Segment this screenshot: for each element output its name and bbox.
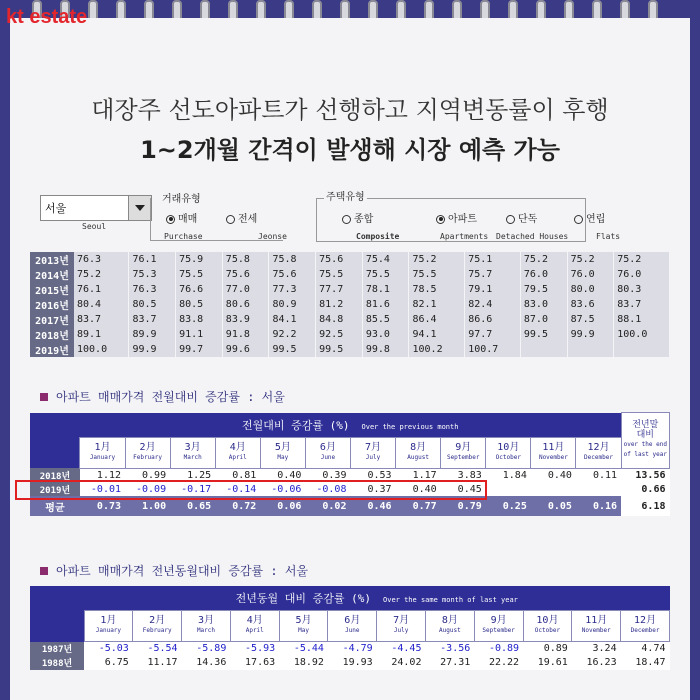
table-cell	[486, 482, 531, 496]
table-cell: 100.0	[74, 342, 129, 357]
month-header	[474, 611, 523, 642]
table-cell: -0.14	[215, 482, 260, 496]
ytd-header-label: 전년말	[632, 420, 659, 431]
table-cell: 18.47	[621, 656, 670, 670]
ytd-header-sublabel: over the end of last year	[623, 441, 667, 459]
bullet-square-icon	[40, 393, 48, 401]
month-label: 10月	[536, 615, 559, 626]
row-year: 2019년	[30, 482, 80, 496]
month-row	[30, 437, 670, 468]
apartments-caption: Apartments	[440, 232, 489, 241]
month-label: 1月	[100, 615, 117, 626]
section1-title: 아파트 매매가격 전월대비 증감률 : 서울	[40, 388, 285, 405]
table-cell: 84.8	[316, 312, 363, 327]
table-cell: 4.74	[621, 642, 670, 656]
table-cell: 85.5	[362, 312, 409, 327]
ytd-header	[621, 413, 669, 469]
table-cell: 1.17	[396, 468, 441, 482]
table-cell: 76.1	[129, 252, 176, 267]
table-cell: -0.09	[125, 482, 170, 496]
table-cell: 83.6	[567, 297, 614, 312]
table-cell: 75.4	[362, 252, 409, 267]
table-cell: 80.9	[269, 297, 316, 312]
table-cell: 3.83	[441, 468, 486, 482]
month-english: April	[228, 453, 247, 461]
jeonse-caption: Jeonse	[258, 232, 287, 241]
table-cell: 75.5	[176, 267, 223, 282]
table-row	[30, 642, 670, 656]
table-row	[30, 312, 670, 327]
price-index-table	[30, 252, 670, 357]
table-cell: 86.6	[465, 312, 521, 327]
month-header	[576, 437, 621, 468]
table-cell: 83.0	[520, 297, 567, 312]
month-english: March	[183, 453, 202, 461]
month-english: January	[95, 627, 122, 634]
table-cell: 78.5	[409, 282, 465, 297]
table-cell: 0.39	[305, 468, 350, 482]
section2-title: 아파트 매매가격 전년동월대비 증감률 : 서울	[40, 562, 308, 579]
month-header	[621, 611, 670, 642]
table-cell: 78.1	[362, 282, 409, 297]
table-cell: 80.0	[567, 282, 614, 297]
table-cell	[567, 342, 614, 357]
table-cell: 79.5	[520, 282, 567, 297]
average-total: 6.18	[621, 496, 669, 516]
month-label: 12月	[587, 441, 610, 453]
month-header	[486, 437, 531, 468]
table-cell: 81.2	[316, 297, 363, 312]
yoy-change-table	[30, 586, 670, 670]
month-label: 4月	[229, 441, 246, 453]
month-label: 12月	[634, 615, 657, 626]
month-label: 10月	[497, 441, 520, 453]
composite-caption: Composite	[356, 232, 400, 241]
month-label: 9月	[455, 441, 472, 453]
table-cell: 75.7	[465, 267, 521, 282]
month-header	[523, 611, 572, 642]
row-year: 1988년	[30, 656, 84, 670]
table-cell: 0.40	[531, 468, 576, 482]
trade-type-label: 거래유형	[162, 194, 201, 205]
row-year: 2018년	[30, 327, 74, 342]
header-label: 전월대비 증감률 (%)	[242, 418, 350, 432]
purchase-caption: Purchase	[164, 232, 203, 241]
table-cell: 75.9	[176, 252, 223, 267]
flats-caption: Flats	[596, 232, 621, 241]
table-cell: 91.1	[176, 327, 223, 342]
table-cell: 97.7	[465, 327, 521, 342]
radio-icon	[574, 215, 583, 224]
table-cell: 99.9	[567, 327, 614, 342]
table-cell: 87.0	[520, 312, 567, 327]
month-english: October	[534, 627, 561, 634]
month-header	[377, 611, 426, 642]
month-english: September	[446, 453, 480, 461]
table-cell: 75.6	[222, 267, 269, 282]
month-header	[260, 437, 305, 468]
table-cell: 76.0	[614, 267, 670, 282]
month-english: June	[345, 627, 360, 634]
table-cell: 80.6	[222, 297, 269, 312]
month-label: 3月	[184, 441, 201, 453]
table-cell: 76.3	[74, 252, 129, 267]
table-cell: 76.3	[129, 282, 176, 297]
table-cell: 75.2	[74, 267, 129, 282]
table-cell: 0.40	[260, 468, 305, 482]
table-header	[80, 413, 621, 438]
radio-flats[interactable]: 연립	[574, 210, 605, 225]
table-cell: 92.2	[269, 327, 316, 342]
table-cell: 19.61	[523, 656, 572, 670]
average-cell: 1.00	[125, 496, 170, 516]
table-cell: 80.3	[614, 282, 670, 297]
table-cell: -0.01	[80, 482, 125, 496]
month-english: June	[320, 453, 336, 461]
header-row	[30, 413, 670, 438]
month-english: August	[407, 453, 429, 461]
table-cell: 14.36	[182, 656, 231, 670]
radio-icon	[342, 215, 351, 224]
month-label: 11月	[585, 615, 608, 626]
month-english: April	[245, 627, 264, 634]
table-cell: 89.9	[129, 327, 176, 342]
radio-icon	[506, 215, 515, 224]
header-sublabel: Over the same month of last year	[383, 596, 518, 604]
radio-jeonse[interactable]: 전세	[226, 210, 257, 225]
table-row	[30, 656, 670, 670]
header-row	[30, 586, 670, 611]
table-cell: 82.4	[465, 297, 521, 312]
month-header	[305, 437, 350, 468]
radio-selected-icon	[166, 215, 175, 224]
table-cell: -4.79	[328, 642, 377, 656]
data-screenshot	[30, 180, 670, 680]
subheadline: 1~2개월 간격이 발생해 시장 예측 가능	[140, 136, 560, 164]
table-cell: -0.06	[260, 482, 305, 496]
region-select[interactable]: 서울	[40, 195, 152, 221]
month-header	[84, 611, 133, 642]
table-cell: 75.1	[465, 252, 521, 267]
table-cell: 93.0	[362, 327, 409, 342]
month-english: February	[133, 453, 163, 461]
table-cell: 76.0	[520, 267, 567, 282]
month-header	[182, 611, 231, 642]
detached-caption: Detached Houses	[496, 232, 569, 241]
month-english: August	[439, 627, 461, 634]
ytd-cell: 13.56	[621, 468, 669, 482]
radio-apartments[interactable]: 아파트	[436, 210, 477, 225]
table-cell: 76.1	[74, 282, 129, 297]
table-cell: 16.23	[572, 656, 621, 670]
table-cell: 11.17	[133, 656, 182, 670]
average-cell: 0.72	[215, 496, 260, 516]
table-cell: 81.6	[362, 297, 409, 312]
month-english: November	[581, 627, 611, 634]
header-label: 전년동월 대비 증감률 (%)	[235, 592, 372, 605]
table-cell: 79.1	[465, 282, 521, 297]
table-cell: 99.7	[176, 342, 223, 357]
chevron-down-icon[interactable]	[128, 196, 151, 220]
month-label: 7月	[365, 441, 382, 453]
table-row	[30, 267, 670, 282]
table-cell: 83.9	[222, 312, 269, 327]
table-cell: 99.5	[316, 342, 363, 357]
average-cell: 0.06	[260, 496, 305, 516]
month-header	[350, 437, 395, 468]
radio-selected-icon	[436, 215, 445, 224]
month-header	[531, 437, 576, 468]
table-cell: 75.6	[316, 252, 363, 267]
month-row	[30, 611, 670, 642]
month-english: May	[298, 627, 309, 634]
row-year: 2017년	[30, 312, 74, 327]
month-english: November	[538, 453, 568, 461]
average-cell: 0.25	[486, 496, 531, 516]
table-cell: -3.56	[425, 642, 474, 656]
table-cell: 17.63	[230, 656, 279, 670]
table-cell	[531, 482, 576, 496]
table-cell: 91.8	[222, 327, 269, 342]
month-english: May	[277, 453, 289, 461]
month-english: October	[495, 453, 521, 461]
table-cell: -0.17	[170, 482, 215, 496]
month-label: 9月	[490, 615, 507, 626]
month-header	[279, 611, 328, 642]
table-cell: 76.6	[176, 282, 223, 297]
month-header	[133, 611, 182, 642]
table-cell: 19.93	[328, 656, 377, 670]
header-corner	[30, 413, 80, 469]
table-row	[30, 282, 670, 297]
average-cell: 0.77	[396, 496, 441, 516]
table-cell: 0.11	[576, 468, 621, 482]
table-cell: 75.2	[520, 252, 567, 267]
month-label: 4月	[246, 615, 263, 626]
month-label: 5月	[274, 441, 291, 453]
month-label: 6月	[344, 615, 361, 626]
row-year: 2019년	[30, 342, 74, 357]
radio-icon	[226, 215, 235, 224]
table-cell: 0.53	[350, 468, 395, 482]
month-header	[425, 611, 474, 642]
table-cell: 83.7	[614, 297, 670, 312]
average-cell: 0.79	[441, 496, 486, 516]
row-year: 2014년	[30, 267, 74, 282]
month-header	[441, 437, 486, 468]
mom-change-table	[30, 412, 670, 516]
month-english: December	[584, 453, 613, 461]
month-label: 6月	[319, 441, 336, 453]
radio-detached[interactable]: 단독	[506, 210, 537, 225]
table-row	[30, 252, 670, 267]
row-year: 1987년	[30, 642, 84, 656]
table-cell: 0.99	[125, 468, 170, 482]
table-cell: -5.03	[84, 642, 133, 656]
month-english: July	[393, 627, 409, 634]
table-cell: 84.1	[269, 312, 316, 327]
table-cell: 99.6	[222, 342, 269, 357]
month-english: January	[89, 453, 116, 461]
table-cell: -5.93	[230, 642, 279, 656]
table-cell: 80.5	[176, 297, 223, 312]
table-cell: 77.3	[269, 282, 316, 297]
table-header	[84, 586, 669, 611]
month-header	[215, 437, 260, 468]
table-cell: 0.45	[441, 482, 486, 496]
average-cell: 0.65	[170, 496, 215, 516]
table-row	[30, 342, 670, 357]
month-header	[328, 611, 377, 642]
table-cell: 83.7	[129, 312, 176, 327]
table-cell: 100.0	[614, 327, 670, 342]
table-cell: 100.7	[465, 342, 521, 357]
average-cell: 0.05	[531, 496, 576, 516]
table-cell: 99.9	[129, 342, 176, 357]
table-cell: 24.02	[377, 656, 426, 670]
highlight-2019-row	[15, 480, 487, 500]
table-cell: 75.2	[614, 252, 670, 267]
table-cell: -5.54	[133, 642, 182, 656]
table-cell: 94.1	[409, 327, 465, 342]
month-header	[230, 611, 279, 642]
month-header	[170, 437, 215, 468]
table-cell: 99.8	[362, 342, 409, 357]
table-cell: 88.1	[614, 312, 670, 327]
table-cell: -0.08	[305, 482, 350, 496]
table-cell: 0.37	[350, 482, 395, 496]
table-cell: 77.7	[316, 282, 363, 297]
month-label: 7月	[393, 615, 410, 626]
table-cell: 75.5	[316, 267, 363, 282]
table-cell: 75.5	[362, 267, 409, 282]
table-cell: 87.5	[567, 312, 614, 327]
row-year: 2016년	[30, 297, 74, 312]
table-cell: -0.89	[474, 642, 523, 656]
month-label: 8月	[441, 615, 458, 626]
table-cell: 0.89	[523, 642, 572, 656]
month-english: March	[196, 627, 215, 634]
table-cell: 75.3	[129, 267, 176, 282]
month-english: July	[365, 453, 381, 461]
month-label: 2月	[139, 441, 156, 453]
table-cell: 89.1	[74, 327, 129, 342]
table-cell: 75.2	[409, 252, 465, 267]
table-cell: 22.22	[474, 656, 523, 670]
table-row	[30, 297, 670, 312]
region-caption: Seoul	[82, 222, 107, 231]
table-cell: 80.5	[129, 297, 176, 312]
month-label: 3月	[197, 615, 214, 626]
table-cell: -4.45	[377, 642, 426, 656]
table-cell: 1.84	[486, 468, 531, 482]
table-cell: 3.24	[572, 642, 621, 656]
month-english: December	[630, 627, 660, 634]
month-label: 8月	[410, 441, 427, 453]
table-cell	[614, 342, 670, 357]
table-cell: 6.75	[84, 656, 133, 670]
radio-composite[interactable]: 종합	[342, 210, 373, 225]
average-label: 평균	[30, 496, 80, 516]
table-cell: 83.7	[74, 312, 129, 327]
table-cell: 80.4	[74, 297, 129, 312]
average-cell: 0.73	[80, 496, 125, 516]
table-cell: 99.5	[520, 327, 567, 342]
header-sublabel: Over the previous month	[361, 422, 459, 431]
month-header	[572, 611, 621, 642]
table-cell: 76.0	[567, 267, 614, 282]
table-cell: 18.92	[279, 656, 328, 670]
table-cell: 1.25	[170, 468, 215, 482]
housing-type-label: 주택유형	[324, 188, 367, 203]
table-cell: 99.5	[269, 342, 316, 357]
table-cell: 75.5	[409, 267, 465, 282]
table-cell: 0.40	[396, 482, 441, 496]
table-cell: 75.8	[269, 252, 316, 267]
month-header	[396, 437, 441, 468]
table-cell: 82.1	[409, 297, 465, 312]
average-cell: 0.02	[305, 496, 350, 516]
headline: 대장주 선도아파트가 선행하고 지역변동률이 후행	[91, 96, 609, 124]
average-cell: 0.46	[350, 496, 395, 516]
month-label: 1月	[94, 441, 111, 453]
month-label: 11月	[542, 441, 565, 453]
logo: kt estate	[6, 6, 88, 28]
table-cell: 27.31	[425, 656, 474, 670]
ytd-cell: 0.66	[621, 482, 669, 496]
table-cell: 1.12	[80, 468, 125, 482]
row-year: 2013년	[30, 252, 74, 267]
table-cell: 75.6	[269, 267, 316, 282]
table-cell: 86.4	[409, 312, 465, 327]
table-cell: 83.8	[176, 312, 223, 327]
average-cell: 0.16	[576, 496, 621, 516]
month-label: 5月	[295, 615, 312, 626]
table-cell	[576, 482, 621, 496]
month-header	[80, 437, 125, 468]
header-corner	[30, 586, 84, 642]
month-label: 2月	[149, 615, 166, 626]
month-english: September	[482, 627, 515, 634]
table-row	[30, 327, 670, 342]
table-cell: -5.89	[182, 642, 231, 656]
table-cell	[520, 342, 567, 357]
row-year: 2015년	[30, 282, 74, 297]
table-cell: 92.5	[316, 327, 363, 342]
month-english: February	[142, 627, 172, 634]
bullet-square-icon	[40, 567, 48, 575]
table-cell: 77.0	[222, 282, 269, 297]
month-header	[125, 437, 170, 468]
table-cell: 75.8	[222, 252, 269, 267]
table-cell: 75.2	[567, 252, 614, 267]
table-cell: 100.2	[409, 342, 465, 357]
ytd-header-label: 대비	[636, 430, 654, 441]
radio-purchase[interactable]: 매매	[166, 210, 197, 225]
row-year: 2018년	[30, 468, 80, 482]
table-cell: -5.44	[279, 642, 328, 656]
table-cell: 0.81	[215, 468, 260, 482]
